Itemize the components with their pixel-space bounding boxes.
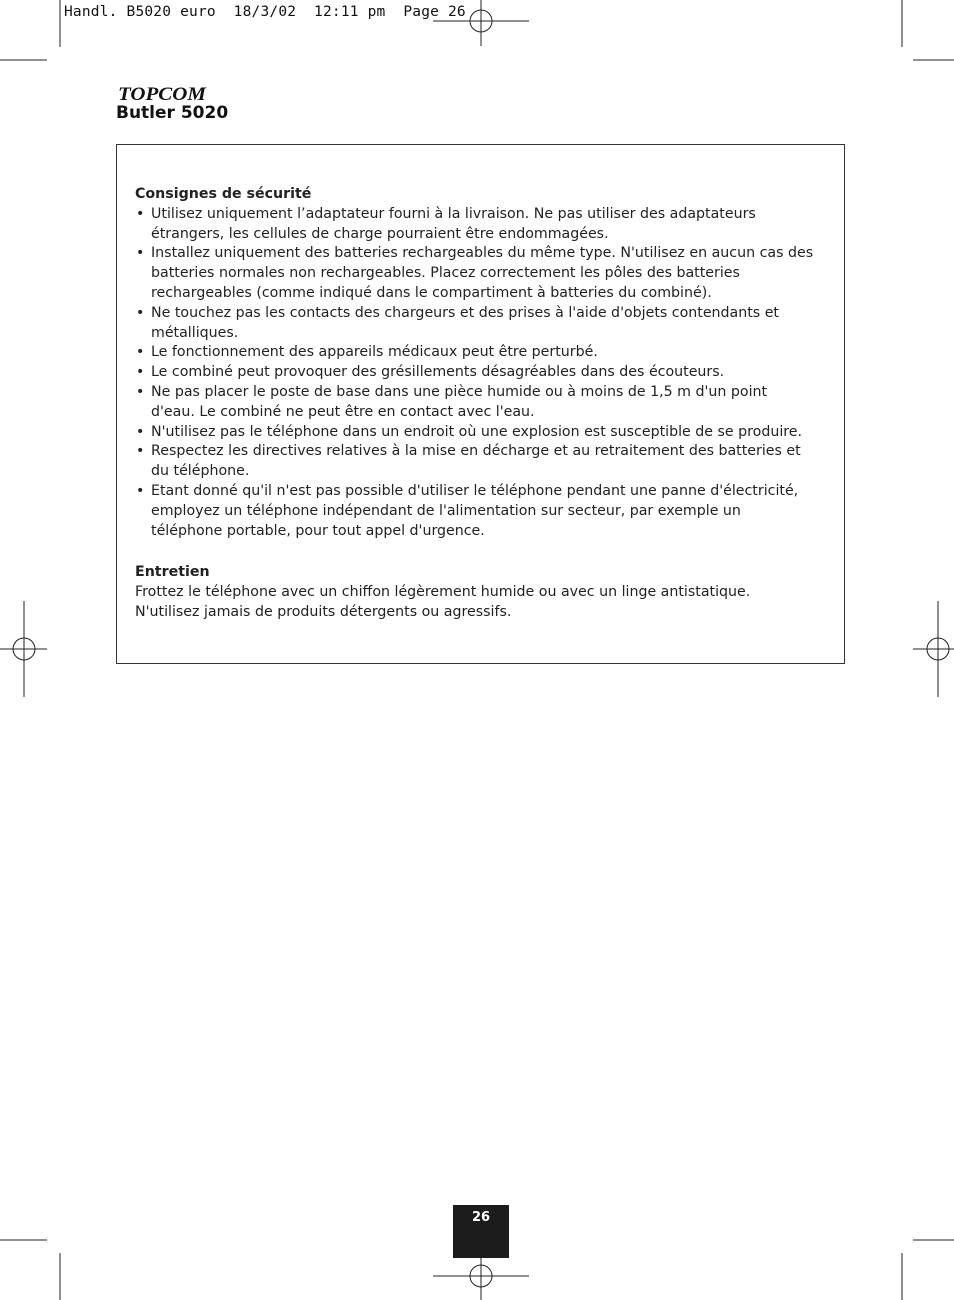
list-item: • Ne pas placer le poste de base dans une pièce humide ou à moins de 1,5 m d'un point d'eau. Le combiné ne peut être en contact avec l'eau. [136,383,768,420]
safety-list [135,205,815,542]
bullet-icon: • [136,482,145,499]
list-item: • Utilisez uniquement l’adaptateur fourni à la livraison. Ne pas utiliser des adaptateurs étrangers, les cellules de charge pourraient être endommagées. [136,205,756,242]
list-item: • Le fonctionnement des appareils médicaux peut être perturbé. [135,343,815,363]
bullet-icon: • [136,344,145,361]
bullet-icon: • [136,364,145,381]
bullet-icon: • [136,383,145,400]
list-item: • Etant donné qu'il n'est pas possible d'utiliser le téléphone pendant une panne d'électricité, employez un téléphone indépendant de l'alimentation sur secteur, par exemple un téléphone portable, pour tout appel d'urgence. [136,482,799,539]
list-item: • Respectez les directives relatives à la mise en décharge et au retraitement des batteries et du téléphone. [136,443,801,480]
page-number: 26 [453,1205,509,1258]
product-title: Butler 5020 [116,103,229,123]
bullet-icon: • [136,423,145,440]
content-box [116,144,845,664]
list-item: • Installez uniquement des batteries rechargeables du même type. N'utilisez en aucun cas des batteries normales non rechargeables. Placez correctement les pôles des batteries rechargeables (comme indiqué dans le compartiment à batteries du combiné). [136,245,814,301]
bullet-icon: • [136,205,145,222]
list-item: • Le combiné peut provoquer des grésillements désagréables dans des écouteurs. [135,363,815,383]
list-item: • N'utilisez pas le téléphone dans un endroit où une explosion est susceptible de se produire. [135,423,815,443]
brand-logo-text: TOPCOM [118,84,208,102]
topcom-logo [118,82,210,102]
print-slug: Handl. B5020 euro 18/3/02 12:11 pm Page 26 [64,4,466,20]
maintenance-paragraph: Frottez le téléphone avec un chiffon légèrement humide ou avec un linge antistatique. N'utilisez jamais de produits détergents ou agressifs. [135,584,751,620]
content-body [135,185,815,623]
maintenance-heading: Entretien [135,564,210,581]
bullet-icon: • [136,443,145,460]
list-item: • Ne touchez pas les contacts des chargeurs et des prises à l'aide d'objets contendants et métalliques. [136,304,779,341]
bullet-icon: • [136,304,145,321]
bullet-icon: • [136,245,145,262]
safety-heading: Consignes de sécurité [135,186,312,202]
